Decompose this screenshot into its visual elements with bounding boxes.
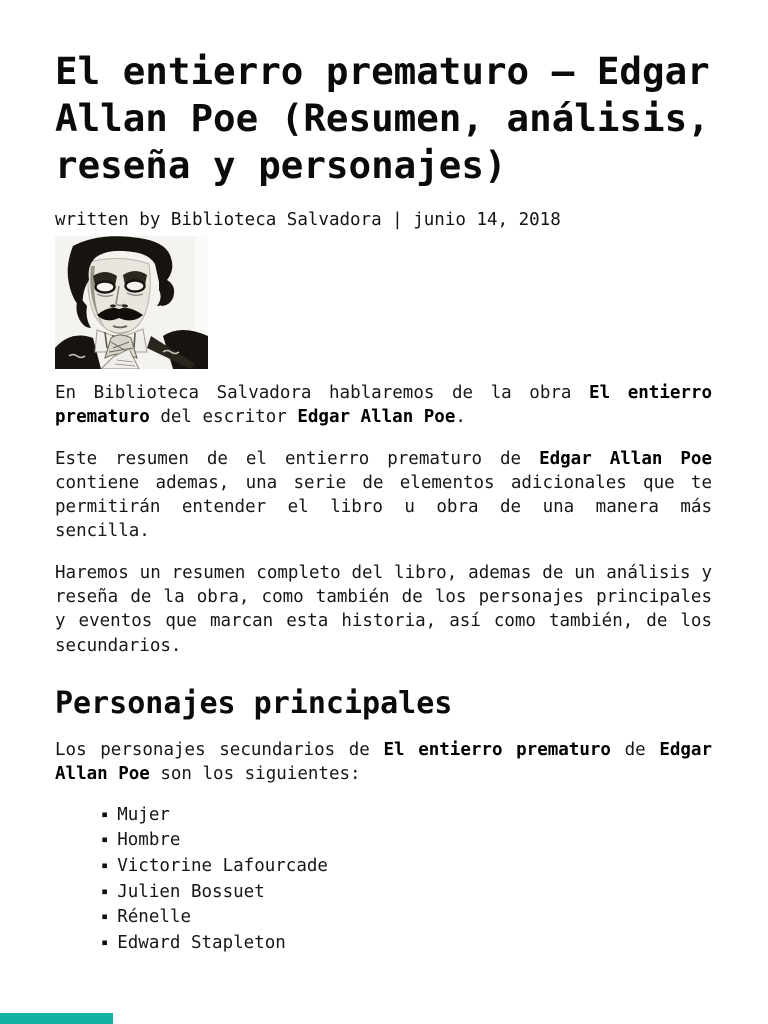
bullet-icon: ▪ — [101, 806, 109, 821]
article-paragraphs — [55, 381, 712, 658]
list-item — [101, 854, 712, 880]
page-title: El entierro prematuro — Edgar Allan Poe (Resumen, análisis, reseña y personajes) — [55, 49, 710, 187]
article-body — [55, 0, 712, 957]
list-item — [101, 905, 712, 931]
list-item — [101, 803, 712, 829]
byline-prefix: written by — [55, 210, 171, 230]
bullet-icon: ▪ — [101, 909, 109, 924]
list-item — [101, 931, 712, 957]
paragraph: Haremos un resumen completo del libro, ademas de un análisis y reseña de la obra, como también de los personajes principales y eventos que marcan esta historia, así como también, de los secundarios. — [55, 562, 712, 656]
characters-intro-wrap — [55, 738, 712, 787]
character-name: Mujer — [117, 804, 170, 825]
byline — [55, 208, 712, 232]
author-link[interactable]: Biblioteca Salvadora — [170, 210, 382, 230]
character-name: Rénelle — [117, 907, 191, 928]
character-name: Victorine Lafourcade — [117, 855, 328, 876]
footer-accent-bar — [0, 1013, 113, 1024]
character-name: Edward Stapleton — [117, 933, 286, 954]
characters-intro: Los personajes secundarios de El entierro prematuro de Edgar Allan Poe son los siguientes: — [55, 739, 712, 785]
bullet-icon: ▪ — [101, 883, 109, 898]
character-name: Hombre — [117, 830, 181, 851]
paragraph: Este resumen de el entierro prematuro de Edgar Allan Poe contiene ademas, una serie de elementos adicionales que te permitirán entender el libro u obra de una manera más sencilla. — [55, 448, 712, 542]
bullet-icon: ▪ — [101, 832, 109, 847]
character-list — [55, 803, 712, 957]
bullet-icon: ▪ — [101, 857, 109, 872]
poe-portrait-image — [55, 236, 208, 369]
byline-date: junio 14, 2018 — [413, 210, 561, 230]
byline-separator: | — [381, 210, 414, 230]
character-name: Julien Bossuet — [117, 881, 265, 902]
paragraph: En Biblioteca Salvadora hablaremos de la obra El entierro prematuro del escritor Edgar Allan Poe. — [55, 383, 712, 428]
bullet-icon: ▪ — [101, 935, 109, 950]
section-heading-personajes: Personajes principales — [55, 685, 453, 721]
list-item — [101, 880, 712, 906]
list-item — [101, 828, 712, 854]
